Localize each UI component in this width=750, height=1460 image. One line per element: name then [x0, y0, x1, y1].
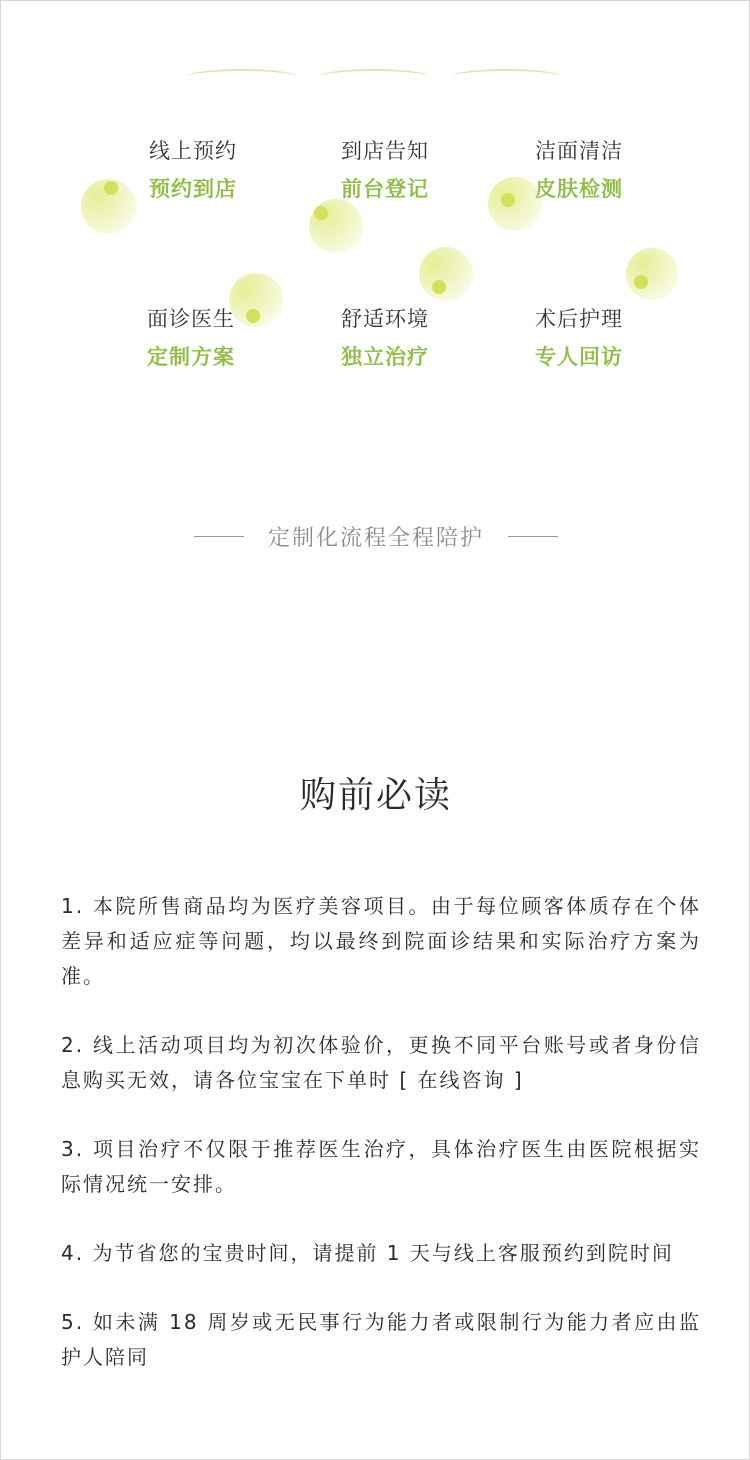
dot-decoration	[634, 275, 648, 289]
process-caption-text: 定制化流程全程陪护	[267, 525, 484, 551]
process-step-arrival	[341, 137, 481, 203]
process-step-consultation	[147, 305, 287, 371]
notice-title: 购前必读	[299, 775, 452, 816]
dot-decoration	[104, 181, 118, 195]
step-title: 到店告知	[341, 139, 429, 163]
dot-decoration	[501, 193, 515, 207]
step-title: 舒适环境	[341, 307, 429, 331]
step-subtitle: 预约到店	[149, 177, 237, 201]
process-step-cleansing	[535, 137, 675, 203]
step-title: 洁面清洁	[535, 139, 623, 163]
notice-item: 1. 本院所售商品均为医疗美容项目。由于每位顾客体质存在个体差异和适应症等问题，均以最终到院面诊结果和实际治疗方案为准。	[61, 894, 701, 988]
process-step-online-booking	[149, 137, 289, 203]
step-subtitle: 独立治疗	[341, 345, 429, 369]
step-subtitle: 定制方案	[147, 345, 235, 369]
notice-item: 2. 线上活动项目均为初次体验价，更换不同平台账号或者身份信息购买无效，请各位宝宝在下单时 [ 在线咨询 ]	[61, 1033, 701, 1092]
notice-item: 4. 为节省您的宝贵时间，请提前 1 天与线上客服预约到院时间	[61, 1241, 674, 1265]
step-subtitle: 前台登记	[341, 177, 429, 201]
process-step-aftercare	[535, 305, 675, 371]
bubble-decoration	[488, 177, 542, 231]
top-tab-arc	[451, 69, 561, 77]
step-subtitle: 皮肤检测	[535, 177, 623, 201]
step-subtitle: 专人回访	[535, 345, 623, 369]
bubble-decoration	[419, 247, 473, 301]
top-tab-arc	[187, 69, 297, 77]
step-title: 面诊医生	[147, 307, 235, 331]
step-title: 术后护理	[535, 307, 623, 331]
notice-item: 5. 如未满 18 周岁或无民事行为能力者或限制行为能力者应由监护人陪同	[61, 1310, 701, 1369]
dot-decoration	[432, 280, 446, 294]
step-title: 线上预约	[149, 139, 237, 163]
divider-line-left	[194, 536, 244, 537]
notice-item: 3. 项目治疗不仅限于推荐医生治疗，具体治疗医生由医院根据实际情况统一安排。	[61, 1137, 701, 1196]
divider-line-right	[508, 536, 558, 537]
dot-decoration	[314, 206, 328, 220]
notice-list	[61, 889, 701, 1409]
process-step-treatment	[341, 305, 481, 371]
bubble-decoration	[626, 248, 678, 300]
top-tab-arc	[319, 69, 429, 77]
process-caption	[1, 519, 750, 553]
